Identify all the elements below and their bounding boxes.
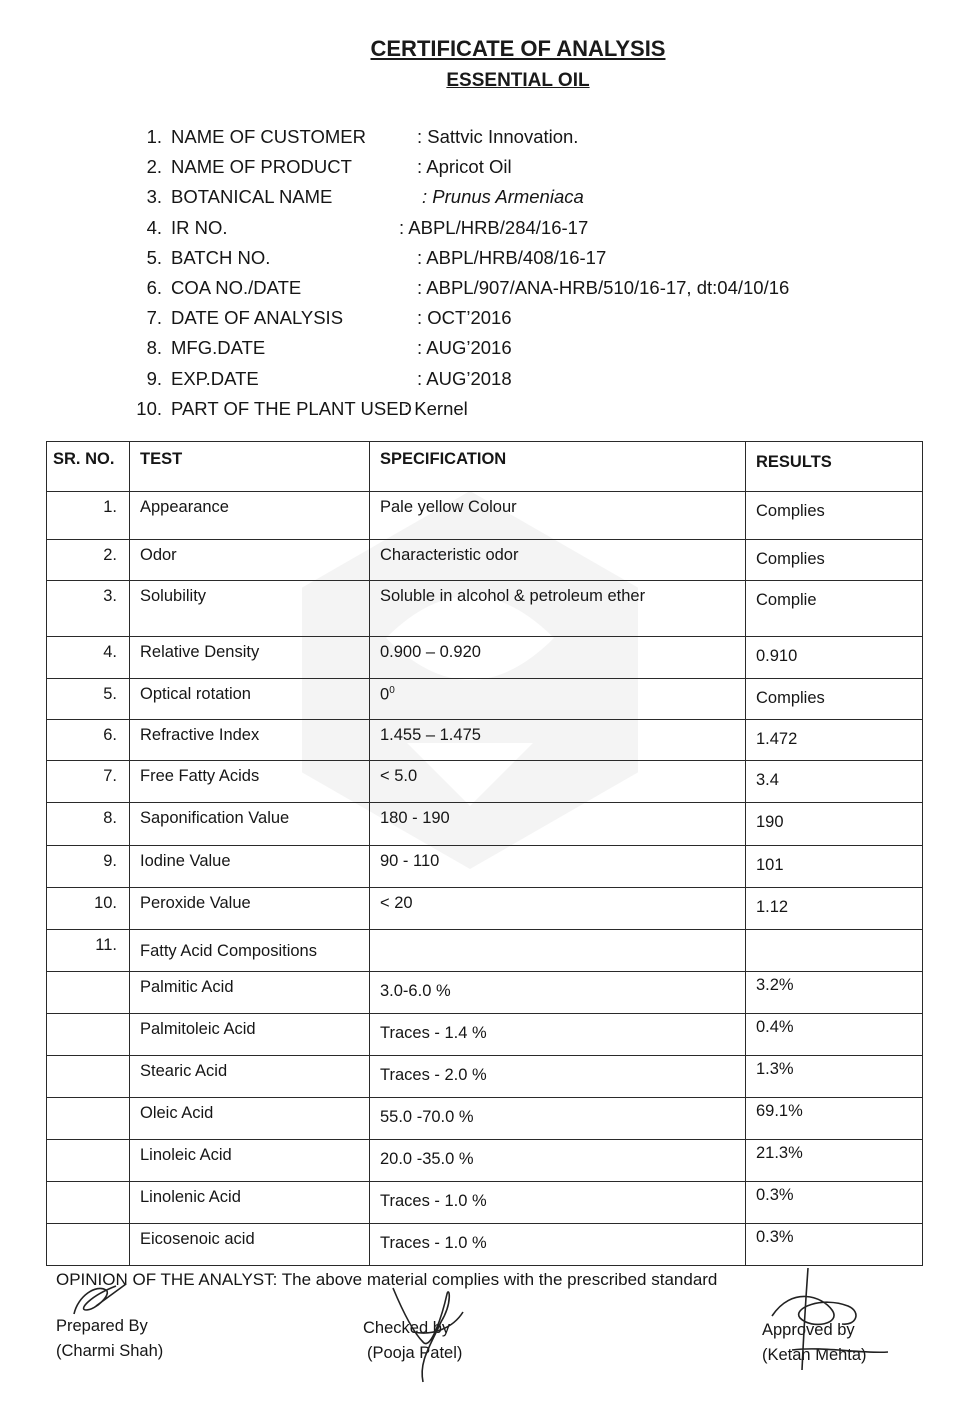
table-row bbox=[47, 492, 923, 540]
row-specification: Traces - 1.0 % bbox=[370, 1182, 746, 1224]
row-test: Relative Density bbox=[130, 637, 370, 679]
row-test: Iodine Value bbox=[130, 846, 370, 888]
info-value: : AUG’2016 bbox=[417, 337, 512, 359]
row-specification: 3.0-6.0 % bbox=[370, 972, 746, 1014]
table-row bbox=[47, 803, 923, 846]
row-sr-no: 8. bbox=[47, 803, 130, 846]
table-row bbox=[47, 1056, 923, 1098]
table-row bbox=[47, 637, 923, 679]
row-test: Saponification Value bbox=[130, 803, 370, 846]
certificate-subtitle: ESSENTIAL OIL bbox=[446, 70, 590, 91]
row-test: Linoleic Acid bbox=[130, 1140, 370, 1182]
row-sr-no: 2. bbox=[47, 540, 130, 581]
table-row bbox=[47, 888, 923, 930]
info-number: 2. bbox=[146, 156, 162, 178]
row-specification: < 20 bbox=[370, 888, 746, 930]
row-sr-no bbox=[47, 1140, 130, 1182]
info-row-botanical-name bbox=[134, 182, 894, 212]
table-row bbox=[47, 1140, 923, 1182]
row-test: Palmitoleic Acid bbox=[130, 1014, 370, 1056]
info-label: DATE OF ANALYSIS bbox=[171, 307, 344, 329]
row-specification: 55.0 -70.0 % bbox=[370, 1098, 746, 1140]
row-test: Stearic Acid bbox=[130, 1056, 370, 1098]
row-specification: 180 - 190 bbox=[370, 803, 746, 846]
row-specification: Pale yellow Colour bbox=[370, 492, 746, 540]
info-label: MFG.DATE bbox=[171, 337, 266, 359]
prepared-by-block bbox=[56, 1314, 163, 1364]
info-row-customer bbox=[134, 122, 894, 152]
row-result: 3.4 bbox=[746, 761, 923, 803]
row-test: Fatty Acid Compositions bbox=[130, 930, 370, 972]
table-row bbox=[47, 540, 923, 581]
row-result: 0.4% bbox=[746, 1014, 923, 1056]
info-number: 1. bbox=[146, 126, 162, 147]
info-row-mfg-date bbox=[134, 333, 894, 363]
row-specification: 0.900 – 0.920 bbox=[370, 637, 746, 679]
row-sr-no: 9. bbox=[47, 846, 130, 888]
info-label: NAME OF PRODUCT bbox=[171, 156, 352, 178]
approved-by-role: Approved by bbox=[762, 1321, 855, 1339]
info-value: : ABPL/HRB/284/16-17 bbox=[399, 216, 589, 238]
analysis-table bbox=[46, 441, 923, 1266]
row-result: 0.3% bbox=[746, 1224, 923, 1266]
table-row bbox=[47, 761, 923, 803]
row-specification: Traces - 2.0 % bbox=[370, 1056, 746, 1098]
row-specification bbox=[370, 930, 746, 972]
header-sr-no: SR. NO. bbox=[47, 442, 130, 492]
info-number: 6. bbox=[146, 276, 162, 298]
approved-by-name: (Ketan Mehta) bbox=[762, 1346, 867, 1364]
info-value: : AUG’2018 bbox=[417, 367, 512, 389]
row-result: Complies bbox=[746, 540, 923, 581]
row-sr-no: 11. bbox=[47, 930, 130, 972]
spec-value: 0 bbox=[380, 685, 390, 704]
row-specification: Traces - 1.0 % bbox=[370, 1224, 746, 1266]
row-test: Odor bbox=[130, 540, 370, 581]
info-label: COA NO./DATE bbox=[171, 276, 302, 298]
certificate-title: CERTIFICATE OF ANALYSIS bbox=[370, 36, 666, 61]
info-label: PART OF THE PLANT USED bbox=[171, 397, 412, 419]
row-result: 190 bbox=[746, 803, 923, 846]
row-specification: 90 - 110 bbox=[370, 846, 746, 888]
info-number: 7. bbox=[146, 307, 162, 329]
row-sr-no bbox=[47, 1098, 130, 1140]
row-test: Appearance bbox=[130, 492, 370, 540]
row-specification: 20.0 -35.0 % bbox=[370, 1140, 746, 1182]
row-result: 0.3% bbox=[746, 1182, 923, 1224]
row-test: Peroxide Value bbox=[130, 888, 370, 930]
row-result: Complie bbox=[746, 581, 923, 637]
checked-by-block bbox=[363, 1316, 462, 1366]
row-result: Complies bbox=[746, 679, 923, 720]
info-row-batch-no bbox=[134, 243, 894, 273]
checked-by-name: (Pooja Patel) bbox=[367, 1344, 463, 1362]
row-result: 21.3% bbox=[746, 1140, 923, 1182]
info-row-plant-part bbox=[134, 394, 894, 424]
info-value: : OCT’2016 bbox=[417, 307, 512, 329]
row-test: Free Fatty Acids bbox=[130, 761, 370, 803]
row-specification: 1.455 – 1.475 bbox=[370, 720, 746, 761]
row-sr-no bbox=[47, 1182, 130, 1224]
table-row bbox=[47, 846, 923, 888]
info-row-coa-no bbox=[134, 273, 894, 303]
info-number: 9. bbox=[146, 367, 162, 389]
row-result: 1.472 bbox=[746, 720, 923, 761]
row-result: 101 bbox=[746, 846, 923, 888]
row-test: Eicosenoic acid bbox=[130, 1224, 370, 1266]
info-row-product bbox=[134, 152, 894, 182]
row-sr-no: 7. bbox=[47, 761, 130, 803]
row-sr-no: 1. bbox=[47, 492, 130, 540]
table-row bbox=[47, 1182, 923, 1224]
info-row-ir-no bbox=[134, 213, 894, 243]
row-specification: Traces - 1.4 % bbox=[370, 1014, 746, 1056]
prepared-by-name: (Charmi Shah) bbox=[56, 1342, 164, 1360]
info-label: BATCH NO. bbox=[171, 246, 271, 268]
row-result: 69.1% bbox=[746, 1098, 923, 1140]
info-label: NAME OF CUSTOMER bbox=[171, 126, 366, 147]
checked-by-role: Checked by bbox=[363, 1319, 451, 1337]
row-specification: < 5.0 bbox=[370, 761, 746, 803]
row-result: 1.3% bbox=[746, 1056, 923, 1098]
row-sr-no: 3. bbox=[47, 581, 130, 637]
product-info-list bbox=[134, 122, 894, 424]
info-value: : Apricot Oil bbox=[417, 156, 512, 178]
degree-superscript: 0 bbox=[389, 685, 395, 696]
row-test: Oleic Acid bbox=[130, 1098, 370, 1140]
row-result: 3.2% bbox=[746, 972, 923, 1014]
info-number: 8. bbox=[146, 337, 162, 359]
row-result: 0.910 bbox=[746, 637, 923, 679]
row-result: Complies bbox=[746, 492, 923, 540]
info-value: : ABPL/HRB/408/16-17 bbox=[417, 246, 607, 268]
row-sr-no bbox=[47, 1224, 130, 1266]
table-row bbox=[47, 930, 923, 972]
row-sr-no: 5. bbox=[47, 679, 130, 720]
info-label: EXP.DATE bbox=[171, 367, 259, 389]
header-results: RESULTS bbox=[746, 442, 923, 492]
prepared-by-role: Prepared By bbox=[56, 1317, 148, 1335]
approved-by-block bbox=[762, 1318, 867, 1368]
info-number: 10. bbox=[136, 397, 162, 419]
row-test: Linolenic Acid bbox=[130, 1182, 370, 1224]
info-label: BOTANICAL NAME bbox=[171, 186, 333, 208]
row-sr-no: 10. bbox=[47, 888, 130, 930]
row-result bbox=[746, 930, 923, 972]
row-specification bbox=[370, 679, 746, 720]
table-row bbox=[47, 720, 923, 761]
row-test: Optical rotation bbox=[130, 679, 370, 720]
row-test: Solubility bbox=[130, 581, 370, 637]
table-row bbox=[47, 1014, 923, 1056]
table-row bbox=[47, 1224, 923, 1266]
info-row-date-of-analysis bbox=[134, 303, 894, 333]
info-value: : Kernel bbox=[404, 397, 468, 419]
info-label: IR NO. bbox=[171, 216, 228, 238]
row-result: 1.12 bbox=[746, 888, 923, 930]
row-sr-no: 6. bbox=[47, 720, 130, 761]
table-row bbox=[47, 972, 923, 1014]
row-sr-no bbox=[47, 972, 130, 1014]
row-sr-no: 4. bbox=[47, 637, 130, 679]
info-value: : ABPL/907/ANA-HRB/510/16-17, dt:04/10/16 bbox=[417, 276, 790, 298]
info-number: 4. bbox=[146, 216, 162, 238]
table-row bbox=[47, 581, 923, 637]
header-test: TEST bbox=[130, 442, 370, 492]
info-value: : Prunus Armeniaca bbox=[422, 186, 584, 208]
row-specification: Characteristic odor bbox=[370, 540, 746, 581]
header-specification: SPECIFICATION bbox=[370, 442, 746, 492]
row-specification: Soluble in alcohol & petroleum ether bbox=[370, 581, 746, 637]
info-row-exp-date bbox=[134, 364, 894, 394]
analyst-opinion: OPINION OF THE ANALYST: The above material complies with the prescribed standard bbox=[56, 1270, 718, 1289]
table-row bbox=[47, 1098, 923, 1140]
row-test: Palmitic Acid bbox=[130, 972, 370, 1014]
table-header-row bbox=[47, 442, 923, 492]
table-row bbox=[47, 679, 923, 720]
info-number: 5. bbox=[146, 246, 162, 268]
info-number: 3. bbox=[146, 186, 162, 208]
info-value: : Sattvic Innovation. bbox=[417, 126, 579, 147]
row-sr-no bbox=[47, 1056, 130, 1098]
row-sr-no bbox=[47, 1014, 130, 1056]
row-test: Refractive Index bbox=[130, 720, 370, 761]
